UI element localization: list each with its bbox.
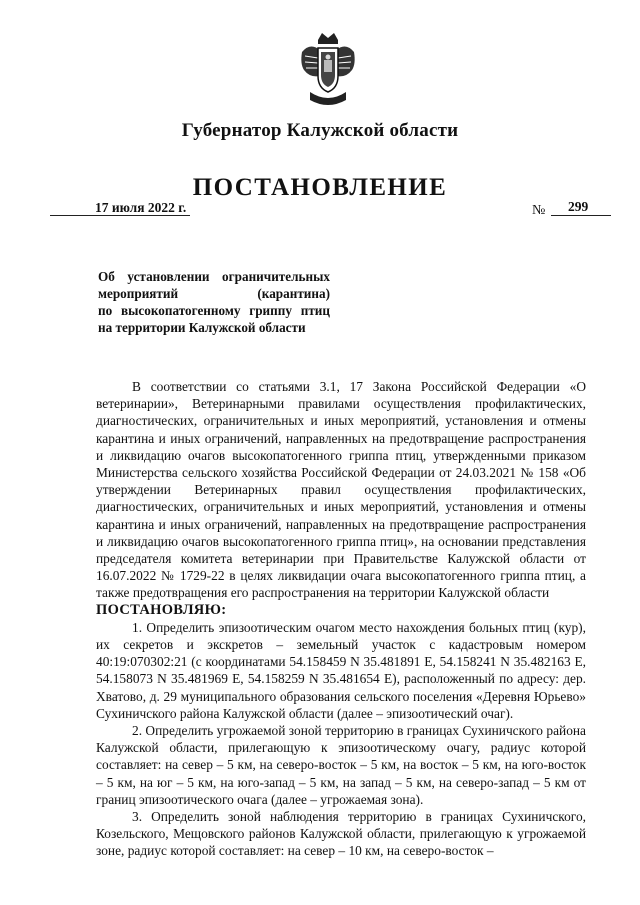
subject-line: мероприятий (карантина) <box>98 286 330 301</box>
number-label: № <box>532 203 546 218</box>
subject-line: на территории Калужской области <box>98 320 306 335</box>
document-subject <box>98 268 330 336</box>
document-date: 17 июля 2022 г. <box>95 200 187 215</box>
document-type: ПОСТАНОВЛЕНИЕ <box>192 174 448 201</box>
subject-line: по высокопатогенному гриппу птиц <box>98 303 330 318</box>
preamble-paragraph: В соответствии со статьями 3.1, 17 Закона Российской Федерации «О ветеринарии», Ветеринарными правилами осуществления профилактических, диагностических, ограничительных и иных мероприятий, установления и отмены карантина и иных ограничений, направленных на предотвращение распространения и ликвидацию очагов высокопатогенного гриппа птиц, утвержденными приказом Министерства сельского хозяйства Российской Федерации от 24.03.2021 № 158 «Об утверждении Ветеринарных правил осуществления профилактических, диагностических, ограничительных и иных мероприятий, установления и отмены карантина и иных ограничений, направленных на предотвращение распространения и ликвидацию очагов высокопатогенного гриппа птиц», на основании представления председателя комитета ветеринарии при Правительстве Калужской области от 16.07.2022 № 1729-22 в целях ликвидации очага высокопатогенного гриппа птиц, а также предотвращения его распространения на территории Калужской области <box>96 379 586 601</box>
subject-line: Об установлении ограничительных <box>98 269 330 284</box>
decree-word: ПОСТАНОВЛЯЮ: <box>96 601 227 618</box>
coat-of-arms-emblem <box>296 30 360 110</box>
governor-title: Губернатор Калужской области <box>181 120 459 141</box>
number-underline <box>551 215 611 216</box>
document-number: 299 <box>568 199 589 214</box>
item-3-paragraph: 3. Определить зоной наблюдения территорию в границах Сухиничского, Козельского, Мещовского районов Калужской области, прилегающую к угрожаемой зоне, радиус которой составляет: на север – 10 км, на северо-восток – <box>96 809 586 859</box>
document-body <box>96 378 586 860</box>
item-2-paragraph: 2. Определить угрожаемой зоной территорию в границах Сухиничского района Калужской области, прилегающую к эпизоотическому очагу, радиус которой составляет: на север – 5 км, на северо-восток – 5 км, на восток – 5 км, на юго-восток – 5 км, на юг – 5 км, на юго-запад – 5 км, на запад – 5 км, на северо-запад – 5 км от границ эпизоотического очага (далее – угрожаемая зона). <box>96 723 586 807</box>
item-1-paragraph: 1. Определить эпизоотическим очагом место нахождения больных птиц (кур), их секретов и экскретов – земельный участок с кадастровым номером 40:19:070302:21 (с координатами 54.158459 N 35.481891 E, 54.158241 N 35.482163 E, 54.158073 N 35.481969 E, 54.158259 N 35.481654 E), расположенный по адресу: дер. Хватово, д. 29 муниципального образования сельского поселения «Деревня Юрьево» Сухиничского района Калужской области (далее – эпизоотический очаг). <box>96 619 586 721</box>
